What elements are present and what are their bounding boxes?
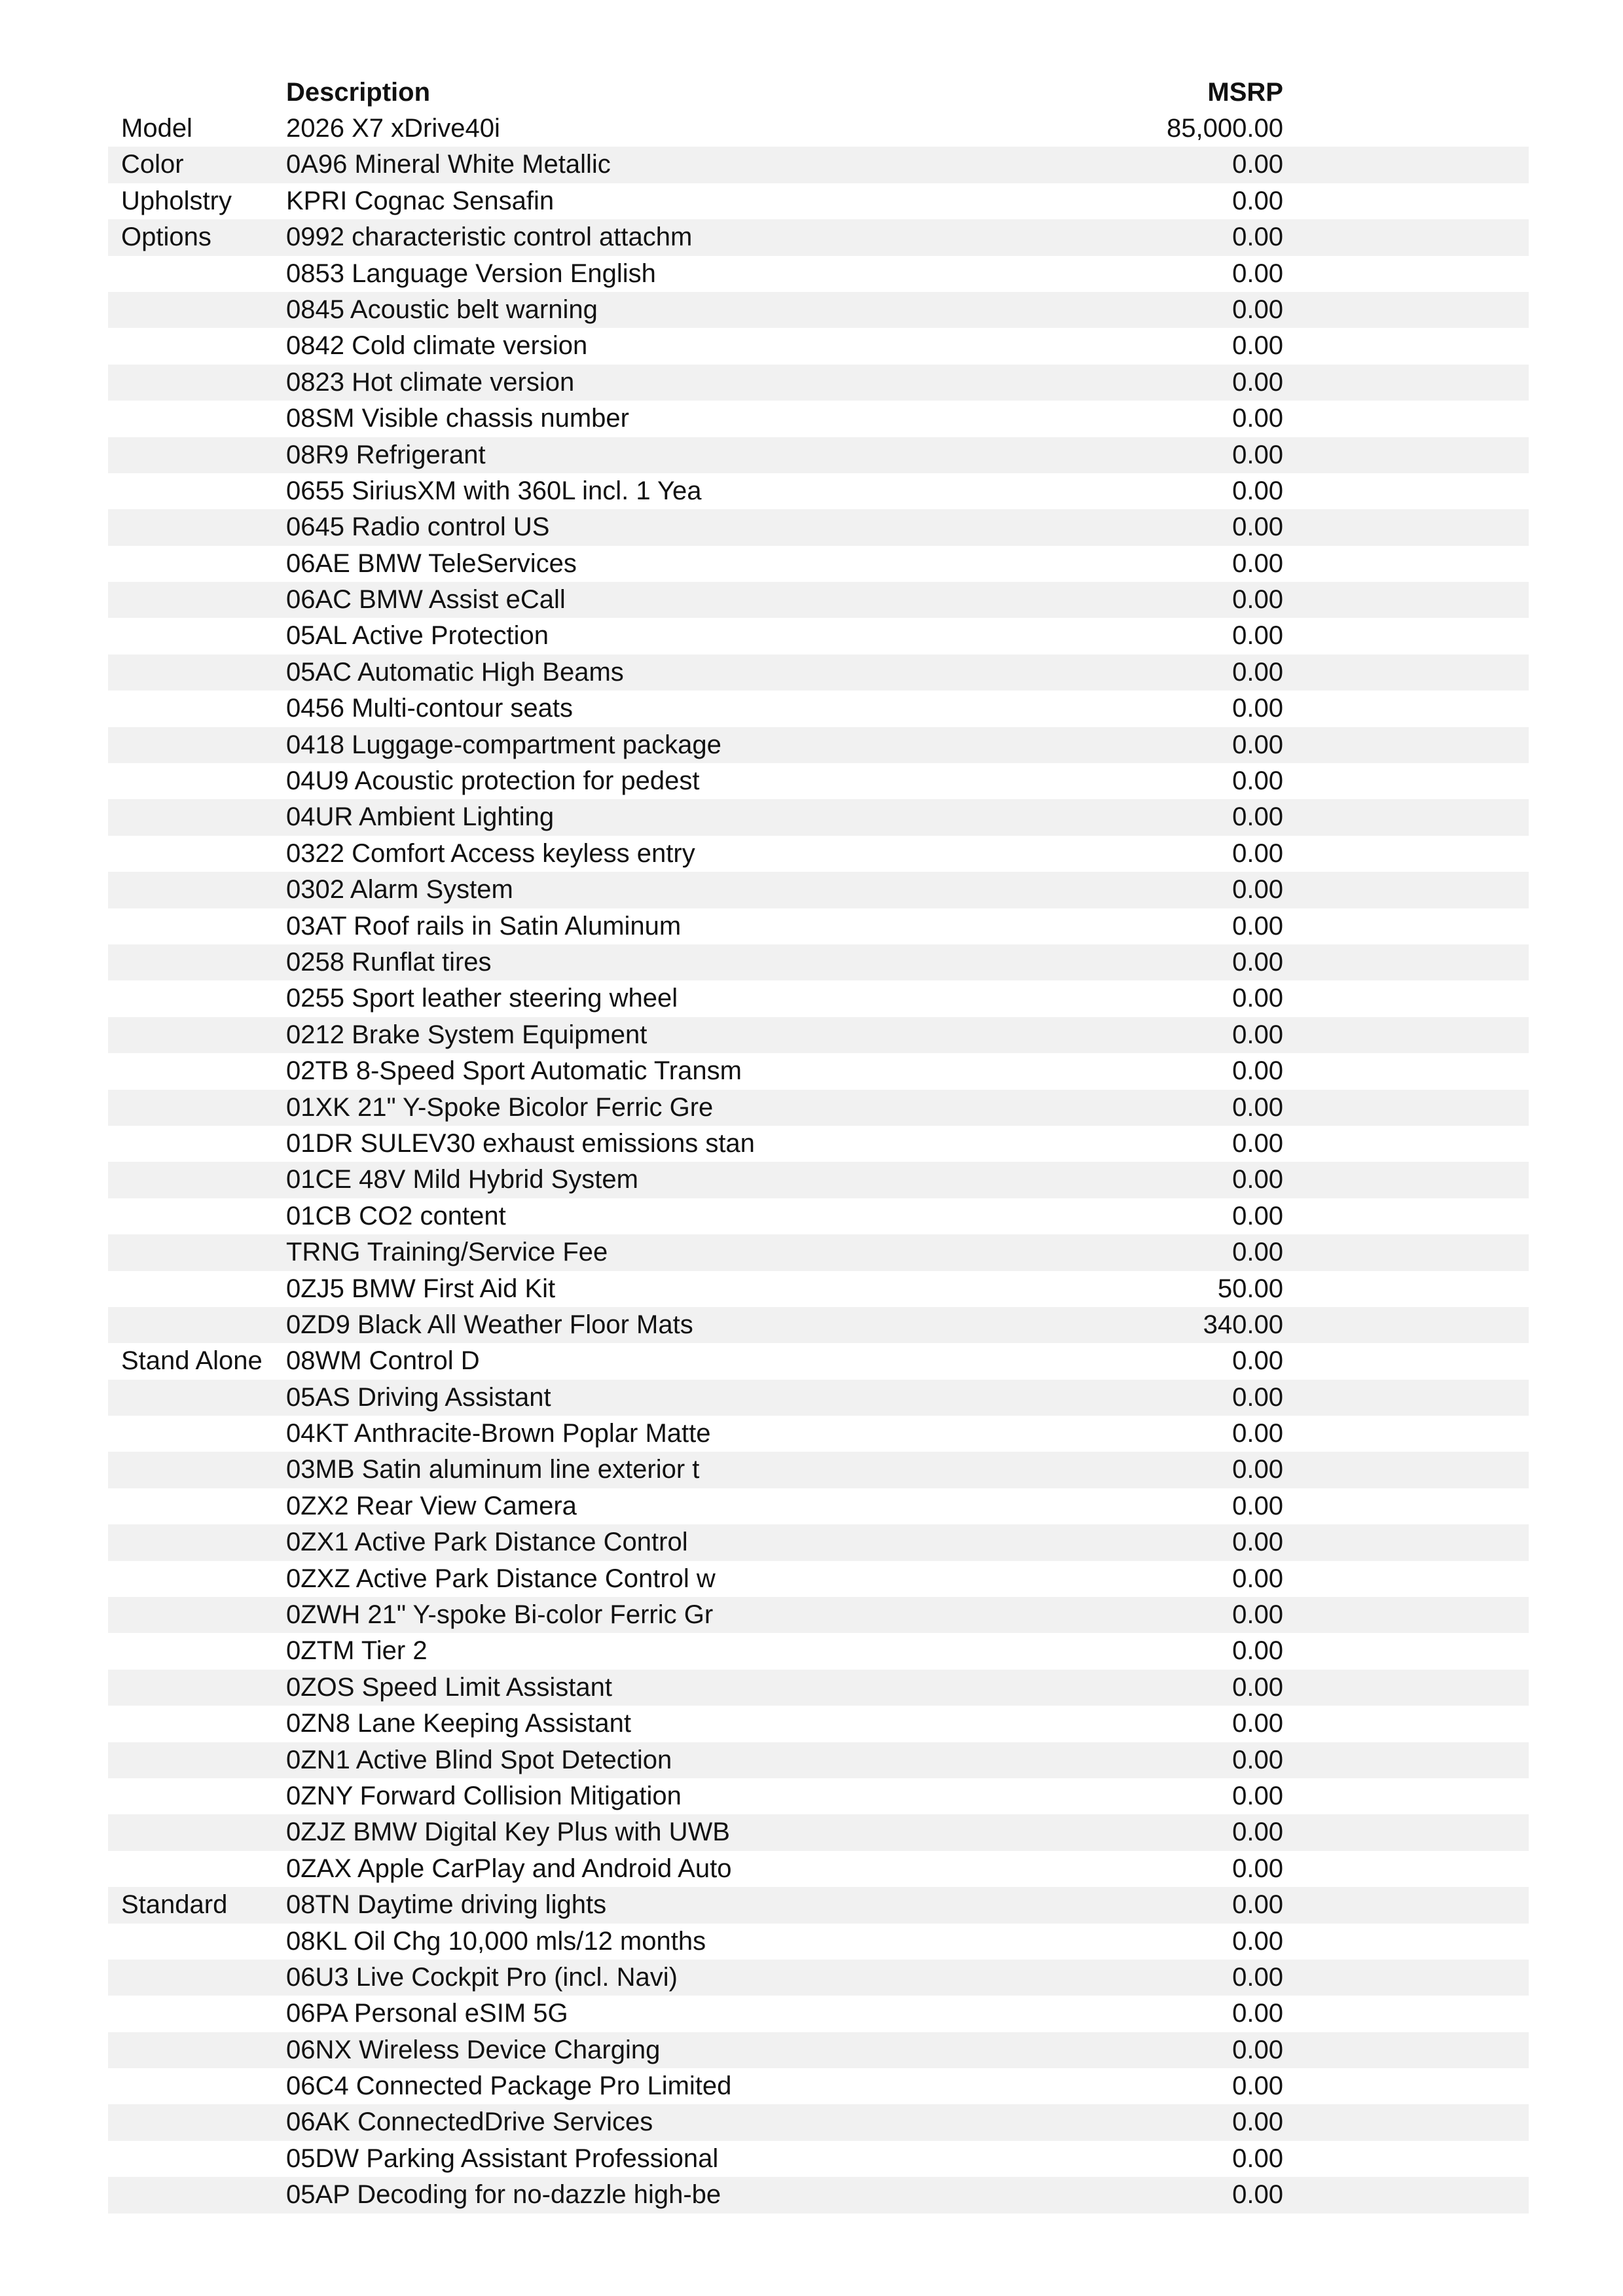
row-description: 05AP Decoding for no-dazzle high-be	[286, 2180, 721, 2210]
row-description: 06C4 Connected Package Pro Limited	[286, 2072, 732, 2101]
row-description: 0ZJZ BMW Digital Key Plus with UWB	[286, 1818, 730, 1847]
row-description: 08R9 Refrigerant	[286, 440, 486, 469]
row-category	[121, 1380, 285, 1416]
row-description: 0ZAX Apple CarPlay and Android Auto	[286, 1854, 732, 1883]
table-row	[108, 1053, 1529, 1089]
table-row	[108, 1452, 1529, 1488]
table-row	[108, 111, 1529, 147]
row-description: 0A96 Mineral White Metallic	[286, 150, 611, 179]
row-description: 04UR Ambient Lighting	[286, 802, 555, 832]
table-row	[108, 256, 1529, 292]
options-table	[108, 111, 1529, 2214]
row-msrp: 0.00	[1232, 2035, 1283, 2064]
row-description: 06PA Personal eSIM 5G	[286, 1999, 568, 2028]
row-msrp: 0.00	[1232, 1020, 1283, 1049]
table-row	[108, 509, 1529, 545]
row-msrp: 50.00	[1217, 1274, 1283, 1303]
row-msrp: 0.00	[1232, 838, 1283, 868]
table-row	[108, 1924, 1529, 1960]
table-row	[108, 2177, 1529, 2213]
row-category	[121, 401, 285, 437]
table-row	[108, 147, 1529, 183]
table-row	[108, 2032, 1529, 2068]
row-description: 0ZTM Tier 2	[286, 1636, 428, 1666]
row-description: 0212 Brake System Equipment	[286, 1020, 647, 1049]
row-description: 01XK 21" Y-Spoke Bicolor Ferric Gre	[286, 1092, 714, 1122]
row-category	[121, 618, 285, 654]
row-msrp: 0.00	[1232, 1600, 1283, 1630]
row-msrp: 0.00	[1232, 1672, 1283, 1702]
row-description: 05AS Driving Assistant	[286, 1382, 551, 1412]
row-category	[121, 944, 285, 980]
table-row	[108, 365, 1529, 401]
row-description: 01CB CO2 content	[286, 1201, 506, 1230]
row-msrp: 0.00	[1232, 802, 1283, 832]
row-msrp: 0.00	[1232, 1346, 1283, 1376]
table-row	[108, 944, 1529, 980]
table-row	[108, 1126, 1529, 1162]
row-msrp: 0.00	[1232, 512, 1283, 542]
row-description: 0418 Luggage-compartment package	[286, 730, 721, 759]
row-msrp: 0.00	[1232, 1128, 1283, 1158]
row-description: 0ZN8 Lane Keeping Assistant	[286, 1709, 632, 1738]
row-msrp: 0.00	[1232, 1854, 1283, 1883]
table-row	[108, 582, 1529, 618]
table-row	[108, 219, 1529, 255]
row-category	[121, 1706, 285, 1742]
table-row	[108, 799, 1529, 835]
row-description: 05AL Active Protection	[286, 621, 549, 651]
row-description: 08WM Control D	[286, 1346, 480, 1376]
row-category	[121, 872, 285, 908]
row-msrp: 0.00	[1232, 404, 1283, 433]
row-description: 01DR SULEV30 exhaust emissions stan	[286, 1128, 755, 1158]
row-msrp: 0.00	[1232, 259, 1283, 288]
row-category	[121, 292, 285, 328]
row-category	[121, 1234, 285, 1270]
table-row	[108, 1778, 1529, 1814]
row-category	[121, 1814, 285, 1850]
row-msrp: 0.00	[1232, 1238, 1283, 1267]
row-category	[121, 546, 285, 582]
row-msrp: 0.00	[1232, 1745, 1283, 1774]
table-row	[108, 618, 1529, 654]
row-category: Upholstry	[121, 186, 232, 215]
row-category	[121, 1851, 285, 1887]
row-description: 08KL Oil Chg 10,000 mls/12 months	[286, 1926, 706, 1956]
row-msrp: 0.00	[1232, 1926, 1283, 1956]
row-description: 0456 Multi-contour seats	[286, 694, 574, 723]
row-category: Options	[121, 223, 211, 252]
table-row	[108, 1271, 1529, 1307]
row-category	[121, 473, 285, 509]
table-row	[108, 1198, 1529, 1234]
row-description: 0845 Acoustic belt warning	[286, 295, 598, 324]
row-msrp: 0.00	[1232, 1382, 1283, 1412]
table-row	[108, 1234, 1529, 1270]
table-row	[108, 1307, 1529, 1343]
row-category	[121, 1126, 285, 1162]
row-description: 06AC BMW Assist eCall	[286, 585, 566, 615]
table-row	[108, 1343, 1529, 1379]
row-category	[121, 1778, 285, 1814]
table-row	[108, 2141, 1529, 2177]
row-description: 0ZD9 Black All Weather Floor Mats	[286, 1310, 693, 1339]
row-msrp: 0.00	[1232, 1781, 1283, 1810]
row-description: 0ZNY Forward Collision Mitigation	[286, 1781, 682, 1810]
table-row	[108, 727, 1529, 763]
row-msrp: 0.00	[1232, 585, 1283, 615]
table-row	[108, 473, 1529, 509]
row-msrp: 0.00	[1232, 766, 1283, 796]
row-msrp: 0.00	[1232, 1419, 1283, 1448]
row-msrp: 0.00	[1232, 440, 1283, 469]
row-description: 01CE 48V Mild Hybrid System	[286, 1165, 638, 1194]
row-description: 0255 Sport leather steering wheel	[286, 984, 678, 1013]
table-row	[108, 691, 1529, 726]
row-description: 08SM Visible chassis number	[286, 404, 629, 433]
table-row	[108, 1742, 1529, 1778]
table-row	[108, 1416, 1529, 1452]
row-category	[121, 1090, 285, 1126]
row-msrp: 0.00	[1232, 476, 1283, 505]
row-category	[121, 2104, 285, 2140]
table-row	[108, 1561, 1529, 1597]
table-row	[108, 1887, 1529, 1923]
row-description: 03MB Satin aluminum line exterior t	[286, 1455, 700, 1484]
row-description: 0258 Runflat tires	[286, 947, 492, 977]
row-category	[121, 691, 285, 726]
row-msrp: 0.00	[1232, 1092, 1283, 1122]
row-description: 0645 Radio control US	[286, 512, 550, 542]
table-header	[108, 74, 1529, 111]
table-row	[108, 292, 1529, 328]
row-description: TRNG Training/Service Fee	[286, 1238, 608, 1267]
row-category	[121, 980, 285, 1016]
row-category	[121, 1452, 285, 1488]
row-category	[121, 256, 285, 292]
table-row	[108, 328, 1529, 364]
table-row	[108, 401, 1529, 437]
row-category	[121, 1960, 285, 1996]
row-category	[121, 655, 285, 691]
row-msrp: 0.00	[1232, 1455, 1283, 1484]
row-description: 05DW Parking Assistant Professional	[286, 2144, 719, 2173]
table-row	[108, 1814, 1529, 1850]
row-msrp: 0.00	[1232, 694, 1283, 723]
row-description: 0ZWH 21" Y-spoke Bi-color Ferric Gr	[286, 1600, 714, 1630]
row-category: Standard	[121, 1890, 228, 1920]
table-row	[108, 1851, 1529, 1887]
row-category	[121, 1597, 285, 1633]
table-row	[108, 1597, 1529, 1633]
table-row	[108, 1996, 1529, 2032]
row-msrp: 0.00	[1232, 947, 1283, 977]
row-description: 0ZOS Speed Limit Assistant	[286, 1672, 613, 1702]
table-row	[108, 1706, 1529, 1742]
row-msrp: 85,000.00	[1167, 114, 1283, 143]
table-row	[108, 836, 1529, 872]
row-description: 02TB 8-Speed Sport Automatic Transm	[286, 1056, 742, 1086]
row-category	[121, 1053, 285, 1089]
row-description: 04KT Anthracite-Brown Poplar Matte	[286, 1419, 711, 1448]
row-msrp: 0.00	[1232, 223, 1283, 252]
row-msrp: 0.00	[1232, 1528, 1283, 1557]
row-description: 0ZN1 Active Blind Spot Detection	[286, 1745, 672, 1774]
row-category: Stand Alone	[121, 1346, 263, 1376]
row-description: 0823 Hot climate version	[286, 367, 575, 397]
row-category	[121, 328, 285, 364]
row-msrp: 0.00	[1232, 1890, 1283, 1920]
row-category	[121, 1670, 285, 1706]
row-category	[121, 437, 285, 473]
row-description: 03AT Roof rails in Satin Aluminum	[286, 911, 682, 941]
row-description: 0992 characteristic control attachm	[286, 223, 693, 252]
msrp-column-header: MSRP	[1207, 78, 1283, 107]
table-row	[108, 546, 1529, 582]
row-category	[121, 1488, 285, 1524]
row-category	[121, 509, 285, 545]
row-category	[121, 1198, 285, 1234]
row-description: 0ZXZ Active Park Distance Control w	[286, 1564, 716, 1593]
row-category	[121, 2032, 285, 2068]
table-row	[108, 2104, 1529, 2140]
row-description: 06AE BMW TeleServices	[286, 548, 577, 578]
row-description: 0302 Alarm System	[286, 875, 513, 905]
row-msrp: 0.00	[1232, 911, 1283, 941]
row-category	[121, 727, 285, 763]
table-row	[108, 872, 1529, 908]
table-row	[108, 2068, 1529, 2104]
row-msrp: 340.00	[1203, 1310, 1283, 1339]
row-description: 06AK ConnectedDrive Services	[286, 2108, 653, 2137]
row-category	[121, 1307, 285, 1343]
row-category	[121, 582, 285, 618]
row-category	[121, 1924, 285, 1960]
row-msrp: 0.00	[1232, 2180, 1283, 2210]
row-description: 2026 X7 xDrive40i	[286, 114, 500, 143]
row-category	[121, 1271, 285, 1307]
row-description: KPRI Cognac Sensafin	[286, 186, 555, 215]
table-row	[108, 183, 1529, 219]
row-category	[121, 1996, 285, 2032]
row-description: 04U9 Acoustic protection for pedest	[286, 766, 700, 796]
row-msrp: 0.00	[1232, 1201, 1283, 1230]
row-msrp: 0.00	[1232, 1636, 1283, 1666]
description-column-header: Description	[286, 78, 431, 107]
row-category	[121, 2177, 285, 2213]
row-description: 0853 Language Version English	[286, 259, 656, 288]
row-description: 0842 Cold climate version	[286, 331, 588, 361]
row-description: 0322 Comfort Access keyless entry	[286, 838, 695, 868]
row-description: 0ZX1 Active Park Distance Control	[286, 1528, 688, 1557]
row-msrp: 0.00	[1232, 621, 1283, 651]
row-category	[121, 1162, 285, 1198]
table-row	[108, 1524, 1529, 1560]
row-category	[121, 1633, 285, 1669]
row-msrp: 0.00	[1232, 984, 1283, 1013]
row-msrp: 0.00	[1232, 1709, 1283, 1738]
row-category	[121, 2068, 285, 2104]
row-description: 0655 SiriusXM with 360L incl. 1 Yea	[286, 476, 702, 505]
row-category	[121, 1017, 285, 1053]
row-category	[121, 799, 285, 835]
row-category	[121, 836, 285, 872]
row-category	[121, 365, 285, 401]
row-category	[121, 908, 285, 944]
row-category	[121, 763, 285, 799]
row-msrp: 0.00	[1232, 730, 1283, 759]
row-msrp: 0.00	[1232, 548, 1283, 578]
row-category	[121, 1742, 285, 1778]
table-row	[108, 1380, 1529, 1416]
row-category	[121, 1416, 285, 1452]
table-row	[108, 1090, 1529, 1126]
table-row	[108, 1670, 1529, 1706]
row-description: 0ZJ5 BMW First Aid Kit	[286, 1274, 556, 1303]
row-msrp: 0.00	[1232, 1165, 1283, 1194]
row-description: 08TN Daytime driving lights	[286, 1890, 607, 1920]
table-row	[108, 980, 1529, 1016]
row-msrp: 0.00	[1232, 1491, 1283, 1520]
row-msrp: 0.00	[1232, 1999, 1283, 2028]
row-category	[121, 1561, 285, 1597]
row-category: Color	[121, 150, 184, 179]
table-row	[108, 1017, 1529, 1053]
row-category: Model	[121, 114, 192, 143]
table-row	[108, 908, 1529, 944]
row-description: 06U3 Live Cockpit Pro (incl. Navi)	[286, 1962, 678, 1992]
row-category	[121, 2141, 285, 2177]
row-msrp: 0.00	[1232, 331, 1283, 361]
row-description: 05AC Automatic High Beams	[286, 657, 624, 687]
row-msrp: 0.00	[1232, 186, 1283, 215]
table-row	[108, 437, 1529, 473]
row-msrp: 0.00	[1232, 150, 1283, 179]
row-msrp: 0.00	[1232, 875, 1283, 905]
row-msrp: 0.00	[1232, 1962, 1283, 1992]
row-msrp: 0.00	[1232, 2108, 1283, 2137]
row-msrp: 0.00	[1232, 657, 1283, 687]
table-row	[108, 1633, 1529, 1669]
row-msrp: 0.00	[1232, 1818, 1283, 1847]
table-row	[108, 1162, 1529, 1198]
row-msrp: 0.00	[1232, 295, 1283, 324]
row-msrp: 0.00	[1232, 2144, 1283, 2173]
table-row	[108, 1488, 1529, 1524]
row-msrp: 0.00	[1232, 1564, 1283, 1593]
table-row	[108, 1960, 1529, 1996]
row-msrp: 0.00	[1232, 2072, 1283, 2101]
row-description: 0ZX2 Rear View Camera	[286, 1491, 577, 1520]
table-row	[108, 763, 1529, 799]
table-row	[108, 655, 1529, 691]
row-msrp: 0.00	[1232, 1056, 1283, 1086]
row-category	[121, 1524, 285, 1560]
row-description: 06NX Wireless Device Charging	[286, 2035, 661, 2064]
row-msrp: 0.00	[1232, 367, 1283, 397]
